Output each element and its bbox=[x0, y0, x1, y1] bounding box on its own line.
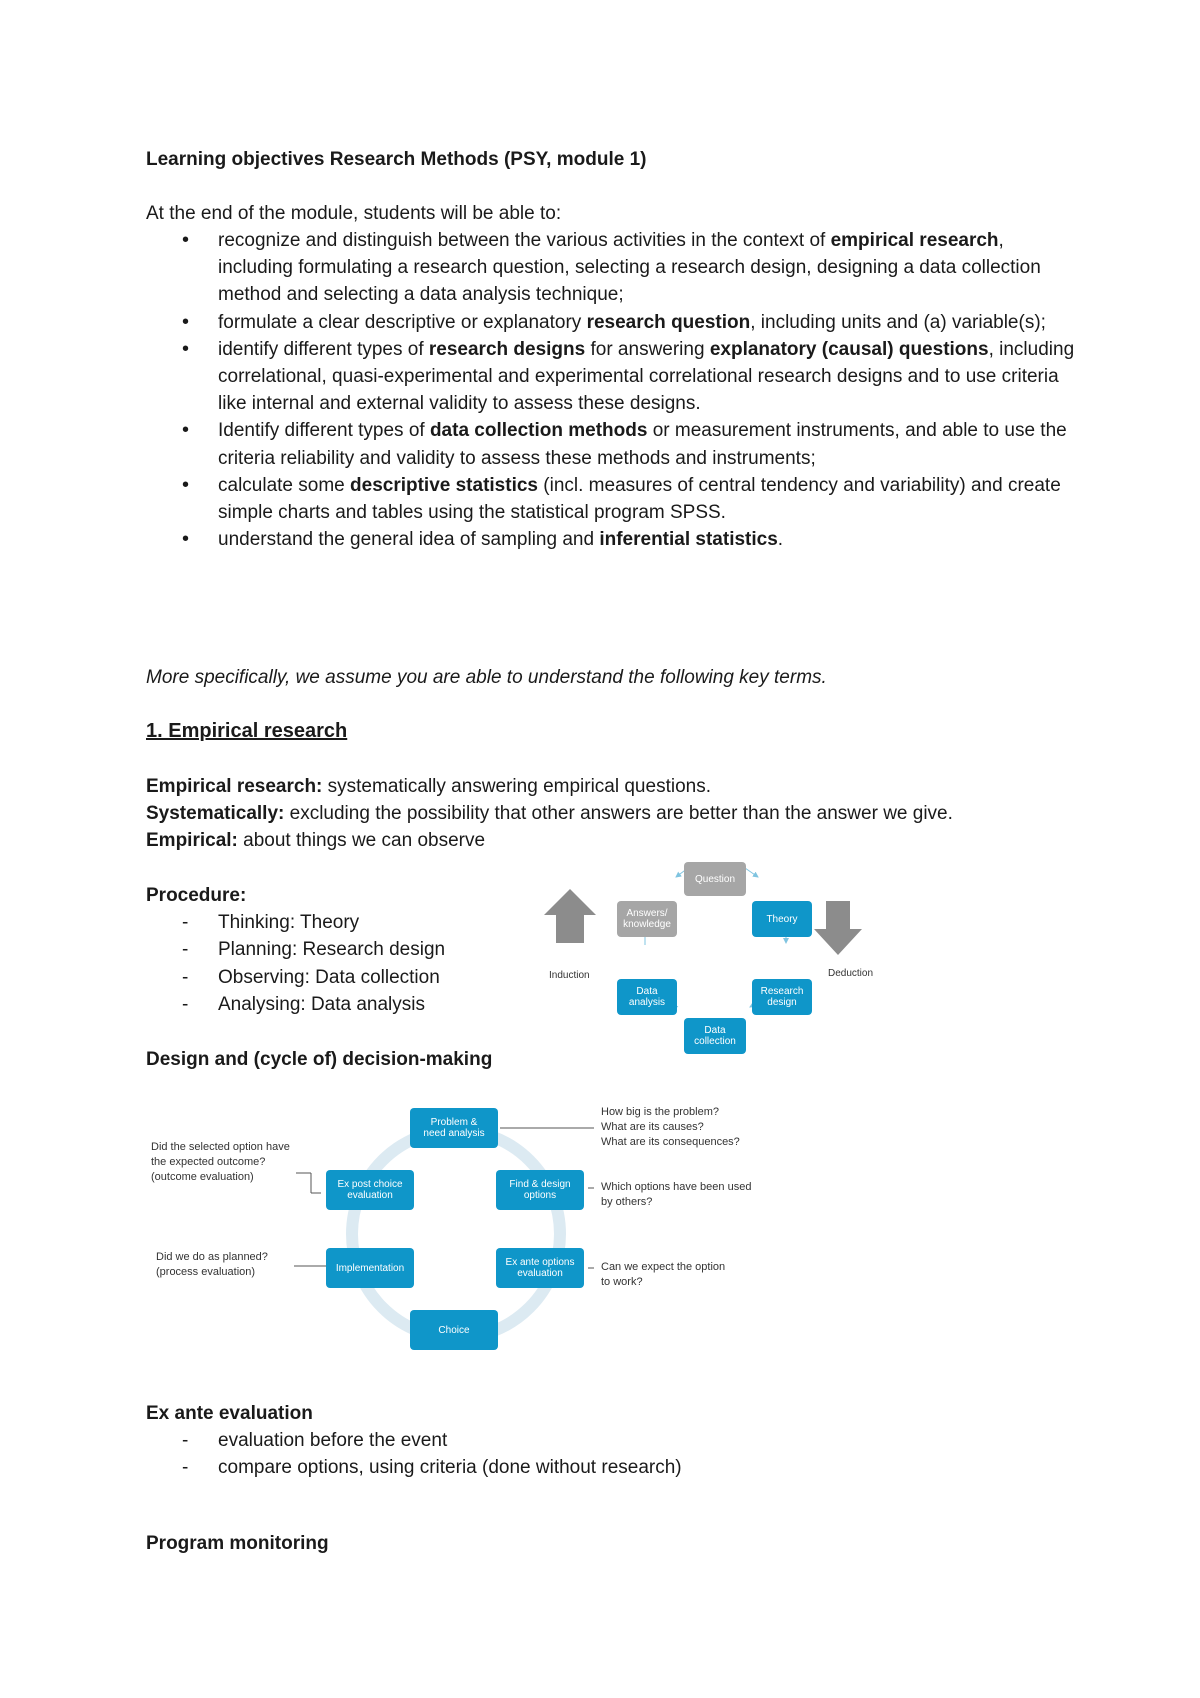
objective-item: • identify different types of research designs for answering explanatory (causal) questions, including correlational, quasi-experimental and experimental correlational research designs and to use criteria like internal and external validity to assess these designs. bbox=[146, 336, 1076, 418]
process-question: Did we do as planned? (process evaluation) bbox=[156, 1251, 268, 1278]
definition: Empirical: about things we can observe bbox=[146, 830, 486, 851]
objective-item: • Identify different types of data collection methods or measurement instruments, and able to use the criteria reliability and validity to assess these methods and instruments; bbox=[146, 417, 1076, 471]
outcome-question: Did the selected option have the expected outcome? (outcome evaluation) bbox=[151, 1141, 290, 1183]
procedure-item: - Analysing: Data analysis bbox=[146, 991, 445, 1018]
work-question: Can we expect the option to work? bbox=[601, 1261, 726, 1288]
ex-ante-heading: Ex ante evaluation bbox=[146, 1403, 313, 1424]
cycle-ring bbox=[352, 1130, 560, 1338]
data-analysis-box: Data analysis bbox=[617, 979, 677, 1015]
induction-label: Induction bbox=[549, 970, 590, 981]
find-design-options-box: Find & design options bbox=[496, 1170, 584, 1210]
ex-ante-list bbox=[146, 1427, 682, 1482]
problem-analysis-box: Problem & need analysis bbox=[410, 1108, 498, 1148]
procedure-item: - Planning: Research design bbox=[146, 936, 445, 963]
program-monitoring-heading: Program monitoring bbox=[146, 1533, 329, 1554]
ex-ante-evaluation-box: Ex ante options evaluation bbox=[496, 1248, 584, 1288]
procedure-item: - Observing: Data collection bbox=[146, 964, 445, 991]
question-box: Question bbox=[684, 862, 746, 896]
ex-ante-item: - compare options, using criteria (done without research) bbox=[146, 1454, 682, 1481]
theory-box: Theory bbox=[752, 901, 812, 937]
procedure-list bbox=[146, 909, 445, 1019]
options-question: Which options have been used by others? bbox=[601, 1181, 752, 1208]
procedure-item: - Thinking: Theory bbox=[146, 909, 445, 936]
definition: Empirical research: systematically answering empirical questions. bbox=[146, 776, 711, 797]
problem-questions: How big is the problem? What are its causes? What are its consequences? bbox=[601, 1106, 740, 1148]
choice-box: Choice bbox=[410, 1310, 498, 1350]
implementation-box: Implementation bbox=[326, 1248, 414, 1288]
key-terms-intro: More specifically, we assume you are able to understand the following key terms. bbox=[146, 667, 827, 688]
arrow-line bbox=[745, 868, 758, 877]
research-design-box: Research design bbox=[752, 979, 812, 1015]
procedure-heading: Procedure: bbox=[146, 885, 247, 906]
answers-knowledge-box: Answers/ knowledge bbox=[617, 901, 677, 937]
deduction-arrow-icon bbox=[814, 901, 862, 955]
design-heading: Design and (cycle of) decision-making bbox=[146, 1049, 493, 1070]
section-heading: 1. Empirical research bbox=[146, 720, 348, 742]
definition: Systematically: excluding the possibility that other answers are better than the answer we give. bbox=[146, 803, 953, 824]
intro-text: At the end of the module, students will be able to: bbox=[146, 203, 562, 224]
objective-item: • calculate some descriptive statistics (incl. measures of central tendency and variability) and create simple charts and tables using the statistical program SPSS. bbox=[146, 472, 1076, 526]
data-collection-box: Data collection bbox=[684, 1018, 746, 1054]
objective-item: • formulate a clear descriptive or explanatory research question, including units and (a) variable(s); bbox=[146, 309, 1076, 336]
ex-ante-item: - evaluation before the event bbox=[146, 1427, 682, 1454]
objectives-list bbox=[146, 227, 1076, 553]
research-cycle-diagram bbox=[540, 855, 880, 1050]
document-title: Learning objectives Research Methods (PSY, module 1) bbox=[146, 149, 647, 170]
decision-cycle-diagram bbox=[146, 1098, 786, 1354]
ex-post-evaluation-box: Ex post choice evaluation bbox=[326, 1170, 414, 1210]
deduction-label: Deduction bbox=[828, 968, 874, 979]
induction-arrow-icon bbox=[544, 889, 596, 943]
objective-item: • recognize and distinguish between the various activities in the context of empirical research, including formulating a research question, selecting a research design, designing a data collection method and selecting a data analysis technique; bbox=[146, 227, 1076, 309]
objective-item: • understand the general idea of sampling and inferential statistics. bbox=[146, 526, 1076, 553]
